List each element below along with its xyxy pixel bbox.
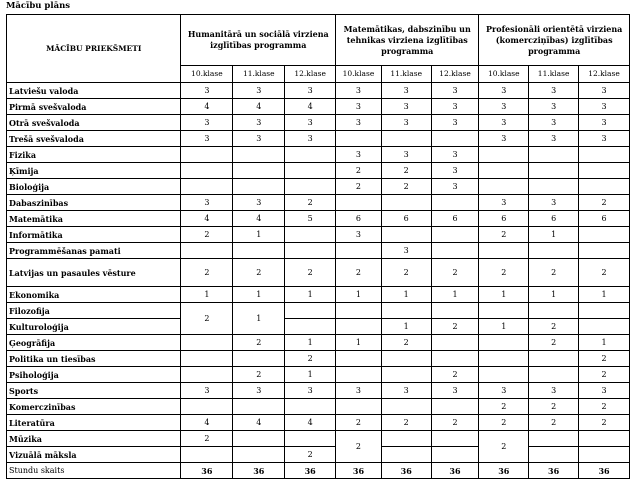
hours-cell	[479, 163, 529, 179]
hours-cell	[579, 179, 630, 195]
hours-cell: 3	[431, 115, 479, 131]
hours-cell	[579, 431, 630, 447]
hours-cell	[285, 243, 336, 259]
hours-cell	[431, 335, 479, 351]
hours-cell: 3	[336, 227, 382, 243]
table-row	[7, 115, 630, 131]
hours-cell	[381, 367, 431, 383]
table-row	[7, 243, 630, 259]
hours-cell: 5	[285, 211, 336, 227]
hours-cell: 3	[233, 383, 285, 399]
hours-cell: 6	[529, 211, 579, 227]
hours-cell: 2	[579, 259, 630, 287]
hours-cell: 3	[336, 99, 382, 115]
hours-cell: 2	[181, 303, 233, 335]
hours-cell	[529, 147, 579, 163]
subject-name: Latvijas un pasaules vēsture	[7, 259, 181, 287]
subjects-column-header: MĀCĪBU PRIEKŠMETI	[7, 15, 181, 83]
hours-cell	[233, 163, 285, 179]
hours-cell	[336, 399, 382, 415]
hours-cell: 2	[233, 367, 285, 383]
subject-name: Mūzika	[7, 431, 181, 447]
hours-cell: 2	[285, 447, 336, 463]
grade-header: 11.klase	[233, 66, 285, 83]
hours-cell: 4	[181, 415, 233, 431]
hours-cell: 3	[285, 83, 336, 99]
hours-cell: 3	[479, 195, 529, 211]
grade-header: 10.klase	[479, 66, 529, 83]
hours-cell: 3	[336, 115, 382, 131]
hours-cell: 2	[579, 399, 630, 415]
hours-cell	[529, 163, 579, 179]
table-row	[7, 211, 630, 227]
hours-cell: 3	[579, 383, 630, 399]
hours-cell	[431, 131, 479, 147]
subject-name: Psiholoģija	[7, 367, 181, 383]
hours-cell: 2	[285, 259, 336, 287]
hours-cell: 2	[285, 351, 336, 367]
hours-cell: 3	[529, 115, 579, 131]
hours-cell: 2	[479, 227, 529, 243]
hours-cell: 2	[479, 259, 529, 287]
hours-cell	[181, 179, 233, 195]
total-hours-cell: 36	[336, 463, 382, 479]
hours-cell: 3	[233, 195, 285, 211]
hours-cell: 1	[285, 367, 336, 383]
hours-cell: 3	[181, 83, 233, 99]
hours-cell: 3	[233, 131, 285, 147]
hours-cell: 1	[529, 227, 579, 243]
hours-cell: 1	[579, 335, 630, 351]
hours-cell	[529, 431, 579, 447]
hours-cell: 3	[336, 83, 382, 99]
hours-cell: 3	[431, 83, 479, 99]
hours-cell	[336, 303, 382, 319]
hours-cell: 3	[233, 83, 285, 99]
hours-cell	[181, 351, 233, 367]
hours-cell: 3	[479, 383, 529, 399]
hours-cell: 3	[579, 131, 630, 147]
hours-cell: 1	[479, 319, 529, 335]
hours-cell	[431, 399, 479, 415]
hours-cell: 2	[529, 399, 579, 415]
hours-cell	[336, 367, 382, 383]
grade-header: 11.klase	[381, 66, 431, 83]
hours-cell: 3	[233, 115, 285, 131]
hours-cell: 1	[233, 287, 285, 303]
table-row	[7, 147, 630, 163]
subject-name: Programmēšanas pamati	[7, 243, 181, 259]
hours-cell: 3	[479, 115, 529, 131]
hours-cell: 2	[431, 259, 479, 287]
hours-cell	[529, 447, 579, 463]
hours-cell	[529, 179, 579, 195]
hours-cell: 2	[181, 259, 233, 287]
hours-cell	[285, 431, 336, 447]
subject-name: Literatūra	[7, 415, 181, 431]
hours-cell: 4	[181, 211, 233, 227]
table-row	[7, 163, 630, 179]
hours-cell	[285, 163, 336, 179]
total-hours-cell: 36	[285, 463, 336, 479]
hours-cell: 3	[285, 131, 336, 147]
hours-cell: 3	[529, 83, 579, 99]
hours-cell: 2	[381, 163, 431, 179]
table-row	[7, 99, 630, 115]
hours-cell	[479, 303, 529, 319]
hours-cell: 3	[285, 383, 336, 399]
hours-cell: 2	[336, 179, 382, 195]
hours-cell	[181, 399, 233, 415]
hours-cell	[431, 303, 479, 319]
hours-cell	[579, 227, 630, 243]
table-row	[7, 399, 630, 415]
hours-cell: 1	[233, 227, 285, 243]
hours-cell	[381, 303, 431, 319]
hours-cell: 2	[431, 415, 479, 431]
hours-cell	[579, 243, 630, 259]
hours-cell: 2	[381, 335, 431, 351]
table-row	[7, 195, 630, 211]
hours-cell	[233, 179, 285, 195]
hours-cell: 3	[181, 195, 233, 211]
total-hours-cell: 36	[181, 463, 233, 479]
hours-cell	[579, 447, 630, 463]
hours-cell	[285, 319, 336, 335]
table-row	[7, 415, 630, 431]
hours-cell	[181, 163, 233, 179]
hours-cell: 3	[431, 179, 479, 195]
hours-cell: 3	[529, 131, 579, 147]
hours-cell	[381, 431, 431, 447]
hours-cell: 4	[181, 99, 233, 115]
total-hours-cell: 36	[479, 463, 529, 479]
hours-cell: 3	[431, 147, 479, 163]
group-header-math-science: Matemātikas, dabszinību un tehnikas virziena izglītības programma	[336, 15, 479, 66]
hours-cell: 3	[381, 99, 431, 115]
grade-header: 10.klase	[336, 66, 382, 83]
hours-cell: 2	[529, 335, 579, 351]
hours-cell	[181, 447, 233, 463]
hours-cell	[181, 147, 233, 163]
hours-cell	[336, 319, 382, 335]
hours-cell	[479, 351, 529, 367]
hours-cell	[285, 227, 336, 243]
total-label: Stundu skaits	[7, 463, 181, 479]
total-hours-cell: 36	[579, 463, 630, 479]
hours-cell: 2	[579, 415, 630, 431]
hours-cell	[381, 227, 431, 243]
hours-cell	[285, 147, 336, 163]
hours-cell	[181, 367, 233, 383]
hours-cell: 2	[336, 415, 382, 431]
hours-cell: 2	[431, 367, 479, 383]
hours-cell	[479, 367, 529, 383]
subject-name: Fizika	[7, 147, 181, 163]
hours-cell: 6	[381, 211, 431, 227]
hours-cell	[381, 131, 431, 147]
table-row	[7, 447, 630, 463]
hours-cell: 4	[233, 99, 285, 115]
hours-cell: 1	[381, 287, 431, 303]
hours-cell: 1	[579, 287, 630, 303]
hours-cell: 2	[381, 259, 431, 287]
hours-cell: 4	[285, 415, 336, 431]
hours-cell	[233, 447, 285, 463]
hours-cell	[529, 351, 579, 367]
table-row	[7, 335, 630, 351]
total-hours-cell: 36	[381, 463, 431, 479]
page-title: Mācību plāns	[6, 1, 71, 11]
hours-cell: 1	[285, 287, 336, 303]
hours-cell: 1	[336, 335, 382, 351]
hours-cell: 1	[285, 335, 336, 351]
hours-cell	[181, 243, 233, 259]
hours-cell	[431, 447, 479, 463]
hours-cell: 4	[285, 99, 336, 115]
hours-cell	[529, 367, 579, 383]
table-row	[7, 287, 630, 303]
hours-cell	[336, 351, 382, 367]
table-row	[7, 227, 630, 243]
hours-cell: 2	[336, 431, 382, 463]
hours-cell: 2	[336, 259, 382, 287]
hours-cell: 3	[381, 115, 431, 131]
hours-cell: 3	[336, 147, 382, 163]
hours-cell: 3	[181, 383, 233, 399]
hours-cell	[529, 303, 579, 319]
table-row	[7, 351, 630, 367]
hours-cell: 1	[233, 303, 285, 335]
hours-cell	[431, 431, 479, 447]
hours-cell: 3	[181, 131, 233, 147]
hours-cell	[233, 147, 285, 163]
hours-cell	[381, 351, 431, 367]
subject-name: Ekonomika	[7, 287, 181, 303]
hours-cell: 6	[431, 211, 479, 227]
hours-cell: 1	[529, 287, 579, 303]
subject-name: Ķīmija	[7, 163, 181, 179]
hours-cell	[479, 147, 529, 163]
grade-header: 12.klase	[431, 66, 479, 83]
hours-cell: 3	[181, 115, 233, 131]
hours-cell: 4	[233, 415, 285, 431]
total-hours-cell: 36	[431, 463, 479, 479]
hours-cell: 2	[431, 319, 479, 335]
hours-cell: 3	[381, 383, 431, 399]
hours-cell: 2	[479, 415, 529, 431]
subject-name: Komerczinības	[7, 399, 181, 415]
table-row	[7, 83, 630, 99]
hours-cell: 3	[381, 83, 431, 99]
hours-cell: 2	[181, 431, 233, 447]
hours-cell	[336, 131, 382, 147]
hours-cell: 2	[181, 227, 233, 243]
hours-cell	[233, 399, 285, 415]
hours-cell: 1	[381, 319, 431, 335]
subject-name: Politika un tiesības	[7, 351, 181, 367]
hours-cell: 6	[479, 211, 529, 227]
hours-cell: 3	[579, 83, 630, 99]
hours-cell: 3	[479, 83, 529, 99]
hours-cell: 3	[529, 99, 579, 115]
table-row	[7, 259, 630, 287]
hours-cell	[285, 399, 336, 415]
hours-cell: 3	[285, 115, 336, 131]
subject-name: Latviešu valoda	[7, 83, 181, 99]
hours-cell	[285, 179, 336, 195]
hours-cell: 2	[336, 163, 382, 179]
hours-cell	[233, 431, 285, 447]
hours-cell: 2	[579, 367, 630, 383]
hours-cell: 2	[479, 399, 529, 415]
subject-name: Vizuālā māksla	[7, 447, 181, 463]
hours-cell	[431, 195, 479, 211]
total-hours-cell: 36	[233, 463, 285, 479]
group-header-humanitarian: Humanitārā un sociālā virziena izglītības programma	[181, 15, 336, 66]
grade-header: 12.klase	[579, 66, 630, 83]
hours-cell	[381, 447, 431, 463]
hours-cell: 1	[181, 287, 233, 303]
subject-name: Dabaszinības	[7, 195, 181, 211]
subject-name: Informātika	[7, 227, 181, 243]
hours-cell	[233, 243, 285, 259]
total-row	[7, 463, 630, 479]
hours-cell: 2	[529, 415, 579, 431]
grade-header: 12.klase	[285, 66, 336, 83]
subject-name: Otrā svešvaloda	[7, 115, 181, 131]
hours-cell	[479, 335, 529, 351]
hours-cell	[431, 243, 479, 259]
hours-cell: 2	[529, 319, 579, 335]
table-row	[7, 319, 630, 335]
hours-cell	[579, 147, 630, 163]
subject-name: Bioloģija	[7, 179, 181, 195]
hours-cell	[285, 303, 336, 319]
hours-cell	[431, 227, 479, 243]
table-row	[7, 367, 630, 383]
hours-cell	[381, 399, 431, 415]
hours-cell: 1	[479, 287, 529, 303]
subject-name: Kulturoloģija	[7, 319, 181, 335]
table-row	[7, 431, 630, 447]
total-hours-cell: 36	[529, 463, 579, 479]
subject-name: Sports	[7, 383, 181, 399]
hours-cell: 3	[431, 163, 479, 179]
hours-cell: 2	[381, 415, 431, 431]
hours-cell: 3	[431, 99, 479, 115]
hours-cell: 2	[233, 259, 285, 287]
hours-cell: 3	[579, 115, 630, 131]
curriculum-table	[6, 14, 630, 479]
hours-cell: 3	[529, 195, 579, 211]
subject-name: Trešā svešvaloda	[7, 131, 181, 147]
subject-name: Ģeogrāfija	[7, 335, 181, 351]
hours-cell: 2	[479, 431, 529, 463]
hours-cell: 3	[381, 243, 431, 259]
hours-cell	[529, 243, 579, 259]
hours-cell	[181, 335, 233, 351]
hours-cell: 3	[431, 383, 479, 399]
grade-header: 11.klase	[529, 66, 579, 83]
hours-cell: 3	[479, 131, 529, 147]
header-row-groups	[7, 15, 630, 66]
hours-cell: 4	[233, 211, 285, 227]
hours-cell: 2	[233, 335, 285, 351]
hours-cell	[579, 319, 630, 335]
hours-cell	[336, 243, 382, 259]
hours-cell: 1	[431, 287, 479, 303]
subject-name: Pirmā svešvaloda	[7, 99, 181, 115]
hours-cell	[431, 351, 479, 367]
hours-cell	[233, 351, 285, 367]
hours-cell: 6	[336, 211, 382, 227]
hours-cell	[336, 195, 382, 211]
subject-name: Filozofija	[7, 303, 181, 319]
hours-cell: 3	[381, 147, 431, 163]
table-row	[7, 179, 630, 195]
hours-cell: 1	[336, 287, 382, 303]
hours-cell	[479, 179, 529, 195]
hours-cell: 3	[579, 99, 630, 115]
hours-cell	[479, 243, 529, 259]
table-row	[7, 131, 630, 147]
hours-cell	[381, 195, 431, 211]
hours-cell: 2	[579, 195, 630, 211]
hours-cell: 2	[579, 351, 630, 367]
hours-cell	[579, 163, 630, 179]
hours-cell: 2	[285, 195, 336, 211]
hours-cell: 3	[479, 99, 529, 115]
hours-cell: 3	[336, 383, 382, 399]
grade-header: 10.klase	[181, 66, 233, 83]
hours-cell: 3	[529, 383, 579, 399]
hours-cell: 6	[579, 211, 630, 227]
hours-cell: 2	[381, 179, 431, 195]
hours-cell	[579, 303, 630, 319]
table-row	[7, 383, 630, 399]
group-header-professional: Profesionāli orientētā virziena (komercziņības) izglītības programma	[479, 15, 630, 66]
subject-name: Matemātika	[7, 211, 181, 227]
table-row	[7, 303, 630, 319]
hours-cell: 2	[529, 259, 579, 287]
